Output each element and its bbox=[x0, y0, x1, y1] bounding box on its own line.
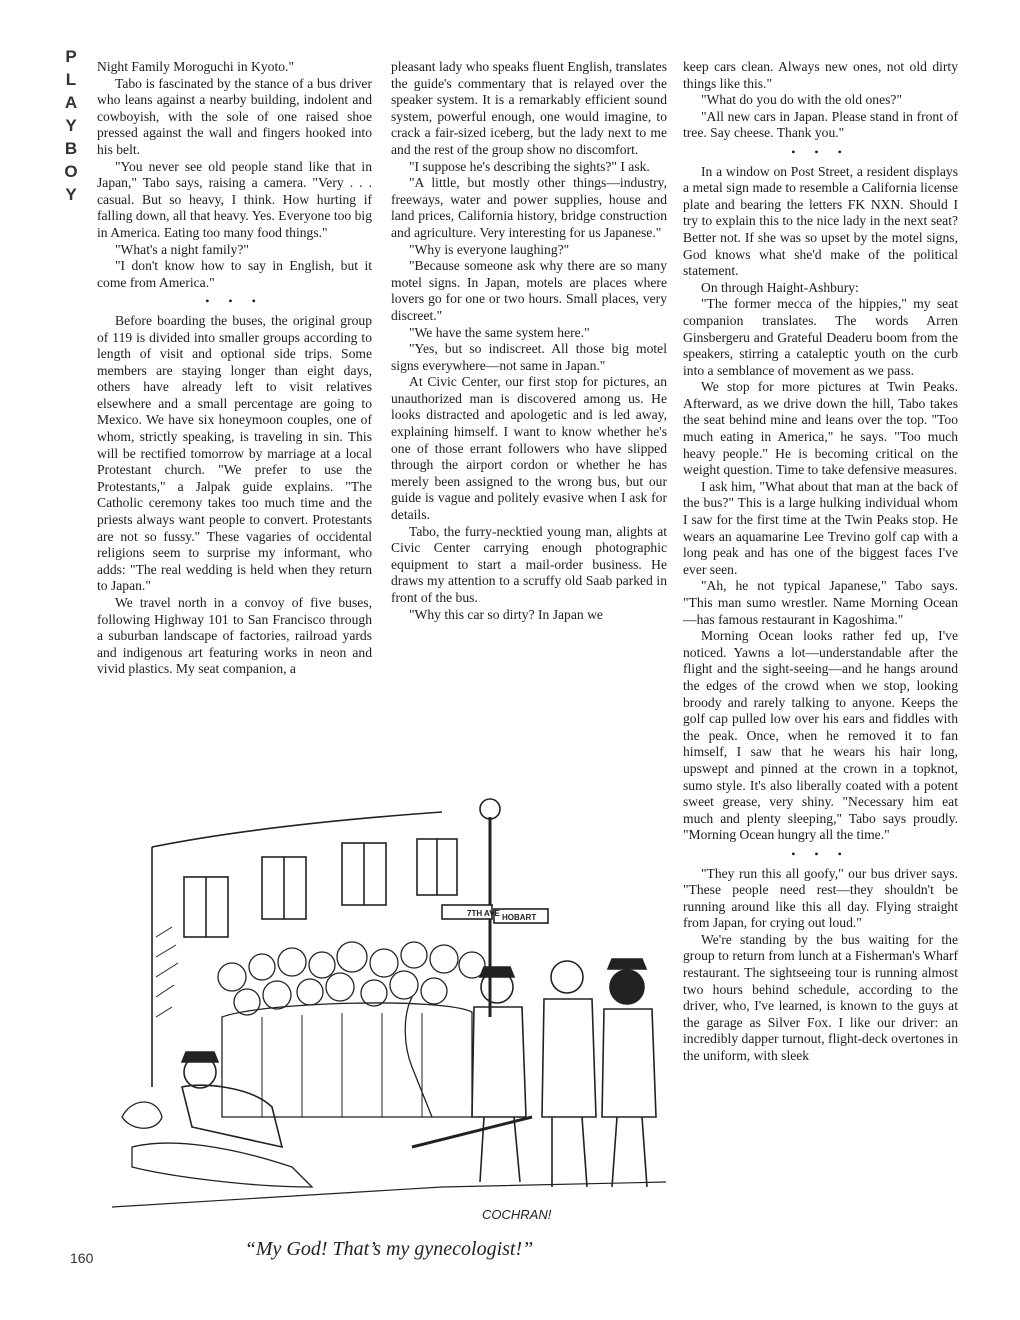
page-number: 160 bbox=[70, 1250, 94, 1266]
paragraph: keep cars clean. Always new ones, not old dirty things like this." bbox=[683, 59, 958, 91]
paragraph: "I suppose he's describing the sights?" I ask. bbox=[409, 158, 650, 174]
paragraph: Before boarding the buses, the original group of 119 is divided into smaller groups according to length of visit and optional side trips. Some members are staying longer than eight days, others have already left to visit relatives elsewhere and a small percentage are going to Mexico. We have six honeymoon couples, one of whom, strictly speaking, is traveling in sin. This will be rectified tomorrow by marriage at a local Protestant church. "We prefer to use the Protestants," a Jalpak guide explains. "The Catholic ceremony takes too much time and the priests always want people to convert. Protestants are not so fussy." These vagaries of occidental religions seem to surprise my informant, who adds: "The real wedding is held when they return to Japan." bbox=[97, 312, 372, 594]
paragraph: On through Haight-Ashbury: bbox=[701, 279, 859, 295]
paragraph: We stop for more pictures at Twin Peaks. Afterward, as we drive down the hill, Tabo takes the seat behind mine and leans over the top. "Too much eating in America," he says. "Too much heavy people." He is becoming critical on the weight question. Time to take defensive measures. bbox=[683, 379, 958, 478]
paragraph: "All new cars in Japan. Please stand in front of tree. Say cheese. Thank you." bbox=[683, 108, 958, 141]
paragraph: "A little, but mostly other things—industry, freeways, water and power supplies, house and land prices, California history, bridge construction and agriculture. Very interesting for us Japanese." bbox=[391, 175, 667, 240]
section-separator: • • • bbox=[205, 294, 264, 309]
magazine-letter: Y bbox=[65, 116, 77, 135]
paragraph: "You never see old people stand like that in Japan," Tabo says, raising a camera. "Very . . . casual. But so heavy, I think. How hurting if falling down, all that heavy. Yes. Everyone too big in America. Eating too many food things." bbox=[97, 158, 372, 240]
paragraph: We're standing by the bus waiting for the group to return from lunch at a Fisherman's Wharf restaurant. The sightseeing tour is running almost two hours behind schedule, according to the driver, who, I've learned, is known to the guys at the garage as Silver Fox. I like our driver: an incredibly dapper turnout, flight-deck overtones in the uniform, with sleek bbox=[683, 931, 958, 1064]
paragraph: "What's a night family?" bbox=[115, 241, 249, 257]
paragraph: Tabo is fascinated by the stance of a bus driver who leans against a nearby building, indolent and cowboyish, with the sole of one raised shoe pressed against the wall and fingers hooked into his belt. bbox=[97, 75, 372, 157]
magazine-letter: B bbox=[64, 139, 78, 158]
paragraph: Tabo, the furry-necktied young man, alights at Civic Center carrying enough photographic equipment to start a mail-order business. He draws my attention to a scruffy old Saab parked in front of the bus. bbox=[391, 523, 667, 605]
paragraph: In a window on Post Street, a resident displays a metal sign made to resemble a California license plate and bearing the letters FK NXN. Should I try to explain this to the nice lady in the next seat? Better not. If she was so upset by the motel signs, God knows what she'd make of the political statement. bbox=[683, 163, 958, 279]
cartoon-drawing bbox=[112, 787, 666, 1227]
paragraph: I ask him, "What about that man at the back of the bus?" This is a large hulking individual whom I saw for the first time at the Twin Peaks stop. He wears an aquamarine Lee Trevino golf cap with a long peak and has one of the biggest faces I've ever seen. bbox=[683, 478, 958, 577]
paragraph: "Because someone ask why there are so many motel signs. In Japan, motels are places where lovers go for one or two hours. Small places, very discreet." bbox=[391, 258, 667, 323]
magazine-letter: P bbox=[65, 47, 77, 66]
text-column-2 bbox=[391, 59, 667, 623]
magazine-letter: L bbox=[65, 70, 77, 89]
paragraph: "We have the same system here." bbox=[409, 324, 590, 340]
paragraph: We travel north in a convoy of five buses, following Highway 101 to San Francisco through a suburban landscape of factories, railroad yards and indigenous art featuring works in neon and vivid plastics. My seat companion, a bbox=[97, 595, 372, 677]
paragraph: "What do you do with the old ones?" bbox=[701, 92, 902, 108]
street-sign-label: HOBART bbox=[502, 913, 537, 922]
paragraph: "Ah, he not typical Japanese," Tabo says. "This man sumo wrestler. Name Morning Ocean—has famous restaurant in Kagoshima." bbox=[683, 578, 958, 627]
cartoon-caption: “My God! That’s my gynecologist!” bbox=[244, 1238, 534, 1260]
magazine-name-vertical bbox=[58, 48, 84, 209]
paragraph: "I don't know how to say in English, but it come from America." bbox=[97, 258, 372, 290]
street-sign-label: 7TH AVE bbox=[467, 909, 500, 918]
paragraph: Morning Ocean looks rather fed up, I've noticed. Yawns a lot—understandable after the flight and the sight-seeing—and he hangs around the edges of the crowd when we stop, looking broody and rarely talking to anyone. Keeps the golf cap pulled low over his ears and fiddles with the peak. Once, when he removed it to fan himself, I saw that he wears his hair long, upswept and pinned at the crown in a topknot, sumo style. It's also liberally coated with a potent sweet grease, very shiny. "Necessary him eat much and plenty sleeping," Tabo says proudly. "Morning Ocean hungry all the time." bbox=[683, 628, 958, 843]
paragraph: pleasant lady who speaks fluent English, translates the guide's commentary that is relayed over the speaker system. It is a remarkably efficient sound system, powerful enough, one would imagine, to crack a fair-sized iceberg, but the lady next to me and the rest of the group show no discomfort. bbox=[391, 59, 667, 157]
artist-signature: COCHRAN! bbox=[482, 1207, 552, 1222]
paragraph: "Why is everyone laughing?" bbox=[409, 241, 570, 257]
section-separator: • • • bbox=[791, 144, 850, 159]
paragraph: "The former mecca of the hippies," my seat companion translates. The words Arren Ginsbergeru and Grateful Deaderu boom from the speakers, stirring a cataleptic youth on the curb into a semblance of movement as we pass. bbox=[683, 296, 958, 378]
magazine-letter: O bbox=[64, 162, 78, 181]
cartoon-illustration bbox=[112, 787, 666, 1232]
section-separator: • • • bbox=[791, 846, 850, 861]
paragraph: At Civic Center, our first stop for pictures, an unauthorized man is discovered among us. He looks distracted and apologetic and is led away, explaining himself. I want to know whether he's one of those errant followers who have slipped through the airport cordon or whether he has merely been assigned to the wrong bus, but our guide is vague and politely evasive when I ask for details. bbox=[391, 374, 667, 523]
magazine-letter: Y bbox=[65, 185, 77, 204]
paragraph: Night Family Moroguchi in Kyoto." bbox=[97, 59, 294, 74]
paragraph: "They run this all goofy," our bus driver says. "These people need rest—they shouldn't be running around like this all day. Flying straight from Japan, for crying out loud." bbox=[683, 865, 958, 931]
paragraph: "Yes, but so indiscreet. All those big motel signs everywhere—not same in Japan." bbox=[391, 341, 667, 373]
text-column-3 bbox=[683, 59, 958, 1065]
paragraph: "Why this car so dirty? In Japan we bbox=[409, 606, 603, 622]
magazine-letter: A bbox=[64, 93, 78, 112]
text-column-1 bbox=[97, 59, 372, 678]
